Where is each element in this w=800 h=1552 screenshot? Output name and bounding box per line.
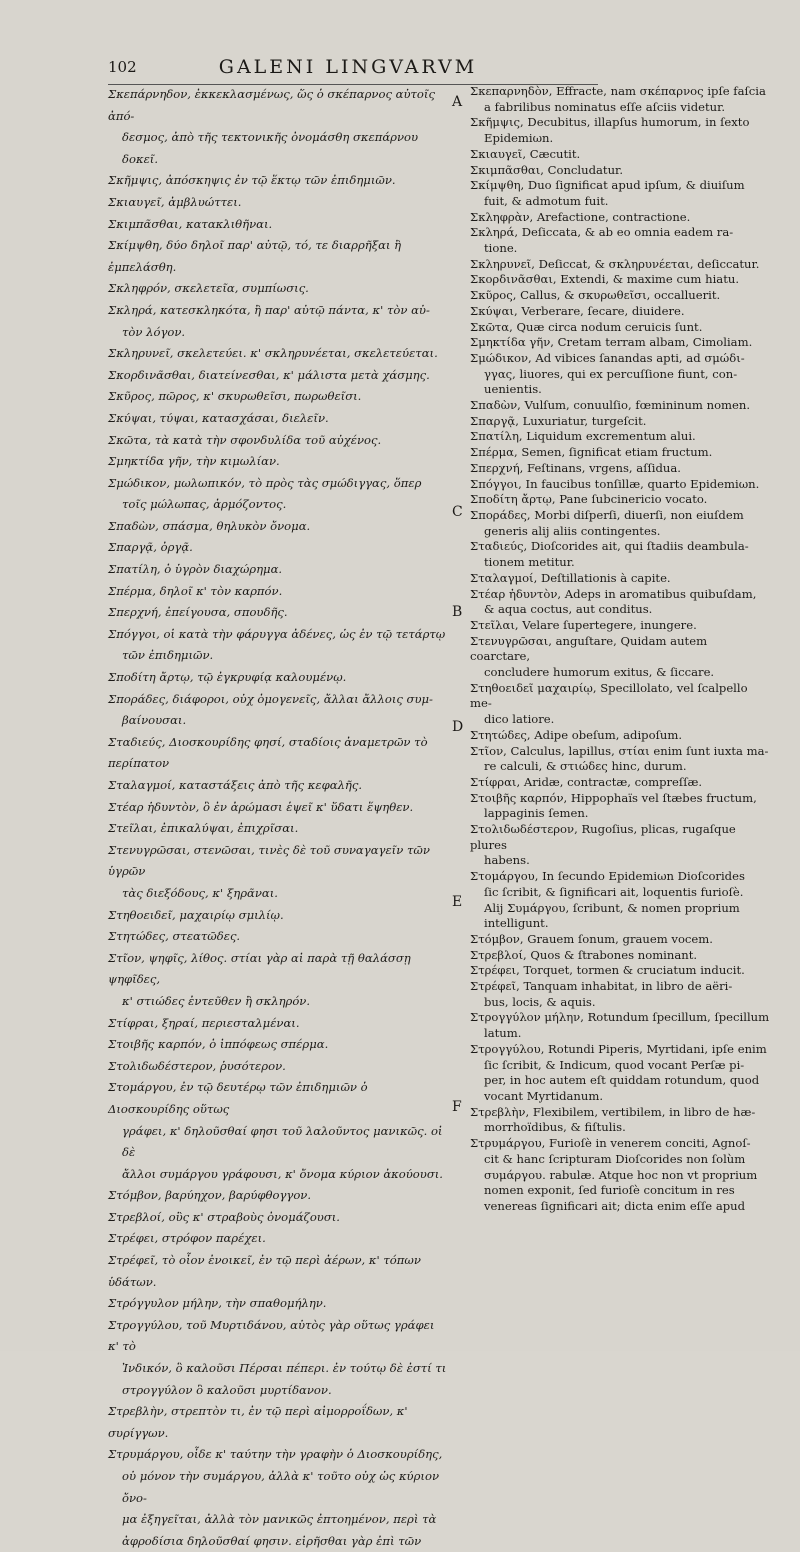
latin-entry	[470, 932, 770, 948]
greek-entry	[108, 667, 448, 689]
latin-line: Alij Συμάργου, ſcribunt, & nomen proprium	[484, 900, 740, 915]
latin-line: Σπόγγοι, In faucibus tonſillæ, quarto Epidemiωn.	[470, 476, 760, 491]
greek-line: Σκορδινᾶσθαι, διατείνεσθαι, κ' μάλιστα μετὰ χάσμης.	[108, 367, 430, 382]
latin-line: Σκῶτα, Quæ circa nodum ceruicis ſunt.	[470, 319, 703, 334]
latin-line: Στρεβλὴν, Flexibilem, vertibilem, in libro de hæ-	[470, 1104, 756, 1119]
latin-entry	[470, 335, 770, 351]
latin-entry	[470, 115, 770, 146]
latin-entry	[470, 147, 770, 163]
latin-entry	[470, 429, 770, 445]
latin-entry	[470, 791, 770, 822]
latin-line: συμάργου. rabulæ. Atque hoc non vt proprium	[484, 1167, 758, 1182]
greek-entry	[108, 818, 448, 840]
greek-entry	[108, 473, 448, 516]
latin-line: ſic ſcribit, & ſignificari ait, loquentis furioſè.	[484, 884, 744, 899]
greek-entry	[108, 905, 448, 927]
greek-entry	[108, 408, 448, 430]
latin-line: re calculi, & στιώδες hinc, durum.	[484, 759, 687, 774]
latin-line: lappaginis ſemen.	[484, 806, 589, 821]
greek-line: Στενυγρῶσαι, στενῶσαι, τινὲς δὲ τοῦ συναγαγεῖν τῶν ὑγρῶν	[108, 842, 430, 879]
latin-entry	[470, 618, 770, 634]
latin-line: Σκύψαι, Verberare, ſecare, diuidere.	[470, 303, 685, 318]
greek-line: Σκύψαι, τύψαι, κατασχάσαι, διελεῖν.	[108, 410, 329, 425]
latin-line: Στενυγρῶσαι, anguſtare, Quidam autem coarctare,	[470, 633, 708, 664]
greek-entry	[108, 1444, 448, 1552]
latin-line: Σκίμψθη, Duo ſignificat apud ipſum, & diuiſum	[470, 178, 745, 193]
latin-line: Στρέφει, Torquet, tormen & cruciatum inducit.	[470, 963, 745, 978]
latin-entry	[470, 775, 770, 791]
greek-entry	[108, 235, 448, 278]
greek-line: Στρόγγυλον μήλην, τὴν σπαθομήλην.	[108, 1296, 327, 1311]
greek-line: Σκιμπᾶσθαι, κατακλιθῆναι.	[108, 216, 273, 231]
greek-line: Σκληφρόν, σκελετεῖα, συμπίωσις.	[108, 281, 309, 296]
latin-line: Σπερχνή, Feſtinans, vrgens, aſſidua.	[470, 460, 681, 475]
greek-line: Στητώδες, στεατῶδες.	[108, 929, 241, 944]
greek-line: Σκῶτα, τὰ κατὰ τὴν σφονδυλίδα τοῦ αὐχένος.	[108, 432, 382, 447]
page-header	[108, 58, 588, 82]
latin-line: Στρογγύλου, Rotundi Piperis, Myrtidani, ipſe enim	[470, 1041, 767, 1056]
latin-entry	[470, 571, 770, 587]
latin-column	[470, 84, 770, 1215]
greek-line: Σταδιεύς, Διοσκουρίδης φησί, σταδίοις ἀναμετρῶν τὸ περίπατον	[108, 734, 428, 771]
latin-entry	[470, 414, 770, 430]
greek-entry	[108, 732, 448, 775]
greek-line: Σπαδὼν, σπάσμα, θηλυκὸν ὄνομα.	[108, 518, 311, 533]
greek-entry	[108, 1013, 448, 1035]
latin-line: habens.	[484, 853, 530, 868]
latin-line: Σκεπαρνηδὸν, Effracte, nam σκέπαρνος ipſe faſcia	[470, 84, 766, 98]
latin-line: Σκορδινᾶσθαι, Extendi, & maxime cum hiatu.	[470, 272, 740, 287]
latin-line: a fabrilibus nominatus eſſe aſciis videtur.	[484, 99, 726, 114]
latin-entry	[470, 1042, 770, 1105]
latin-line: dico latiore.	[484, 712, 555, 727]
latin-line: Σκιαυγεῖ, Cæcutit.	[470, 146, 581, 161]
greek-entry	[108, 365, 448, 387]
greek-entry	[108, 192, 448, 214]
greek-entry	[108, 386, 448, 408]
latin-line: uenientis.	[484, 382, 542, 397]
latin-entry	[470, 979, 770, 1010]
greek-line: Σκῆμψις, ἀπόσκηψις ἐν τῷ ἕκτῳ τῶν ἐπιδημιῶν.	[108, 173, 396, 188]
latin-entry	[470, 539, 770, 570]
latin-entry	[470, 1105, 770, 1136]
greek-line: Σκληρά, κατεσκληκότα, ἢ παρ' αὐτῷ πάντα, κ' τὸν αὐ-	[108, 302, 430, 317]
greek-entry	[108, 278, 448, 300]
latin-entry	[470, 210, 770, 226]
latin-line: latum.	[484, 1026, 522, 1041]
latin-line: venereas ſignificari ait; dicta enim eſſe apud	[484, 1198, 746, 1213]
greek-entry	[108, 516, 448, 538]
latin-entry	[470, 1010, 770, 1041]
latin-line: intelligunt.	[484, 916, 549, 931]
latin-line: fuit, & admotum fuit.	[484, 193, 609, 208]
latin-line: Σκιμπᾶσθαι, Concludatur.	[470, 162, 624, 177]
greek-entry	[108, 451, 448, 473]
latin-line: Στῖον, Calculus, lapillus, στίαι enim ſunt iuxta ma-	[470, 743, 769, 758]
greek-line: ἄλλοι συμάργου γράφουσι, κ' ὄνομα κύριον ἀκούουσι.	[122, 1166, 443, 1181]
margin-letter: B	[452, 604, 463, 620]
running-title: GALENI LINGVARVM	[218, 56, 478, 78]
greek-entry	[108, 1401, 448, 1444]
greek-line: Στίφραι, ξηραί, περιεσταλμέναι.	[108, 1015, 300, 1030]
latin-line: Σπατίλη, Liquidum excrementum alui.	[470, 429, 696, 444]
greek-line: κ' στιώδες ἐντεῦθεν ἢ σκληρόν.	[122, 993, 311, 1008]
latin-entry	[470, 257, 770, 273]
latin-line: Στητώδες, Adipe obeſum, adipoſum.	[470, 727, 683, 742]
latin-entry	[470, 508, 770, 539]
greek-line: Σμώδικον, μωλωπικόν, τὸ πρὸς τὰς σμώδιγγας, ὅπερ	[108, 475, 422, 490]
latin-entry	[470, 304, 770, 320]
greek-entry	[108, 624, 448, 667]
latin-entry	[470, 963, 770, 979]
latin-line: bus, locis, & aquis.	[484, 994, 596, 1009]
latin-entry	[470, 163, 770, 179]
latin-entry	[470, 445, 770, 461]
latin-line: Σμώδικον, Ad vibices ſanandas apti, ad σμώδι-	[470, 350, 745, 365]
latin-line: Στηθοειδεῖ μαχαιρίῳ, Specillolato, vel ſcalpello me-	[470, 680, 748, 711]
latin-line: nomen exponit, ſed furioſè concitum in res	[484, 1183, 735, 1198]
greek-line: Σποράδες, διάφοροι, οὐχ ὁμογενεῖς, ἄλλαι ἄλλοις συμ-	[108, 691, 433, 706]
greek-line: Στοιβῆς καρπόν, ὁ ἱππόφεως σπέρμα.	[108, 1037, 329, 1052]
greek-line: τῶν ἐπιδημιῶν.	[122, 648, 214, 663]
greek-entry	[108, 1250, 448, 1293]
greek-entry	[108, 170, 448, 192]
latin-entry	[470, 225, 770, 256]
latin-entry	[470, 178, 770, 209]
greek-line: Στρυμάργου, οἶδε κ' ταύτην τὴν γραφὴν ὁ Διοσκουρίδης,	[108, 1447, 443, 1462]
greek-entry	[108, 1077, 448, 1185]
latin-entry	[470, 948, 770, 964]
latin-entry	[470, 681, 770, 728]
latin-line: vocant Myrtidanum.	[484, 1089, 604, 1103]
latin-line: Σκληρυνεῖ, Deſiccat, & σκληρυνέεται, deſiccatur.	[470, 256, 760, 271]
greek-line: Στολιδωδέστερον, ῥυσότερον.	[108, 1058, 286, 1073]
latin-line: Στολιδωδέστερον, Rugoſius, plicas, rugaſque plures	[470, 822, 736, 852]
latin-line: Στρέφεῖ, Tanquam inhabitat, in libro de aëri-	[470, 979, 733, 994]
latin-line: Σταδιεύς, Dioſcorides ait, qui ſtadiis deambula-	[470, 539, 749, 554]
latin-line: per, in hoc autem eſt quiddam rotundum, quod	[484, 1073, 760, 1088]
greek-entry	[108, 948, 448, 1013]
greek-line: Σκιαυγεῖ, ἀμβλυώττει.	[108, 194, 242, 209]
margin-letter: E	[452, 894, 463, 910]
greek-line: Στομάργου, ἐν τῷ δευτέρῳ τῶν ἐπιδημιῶν ὁ Διοσκουρίδης οὕτως	[108, 1080, 368, 1116]
greek-line: Σπέρμα, δηλοῖ κ' τὸν καρπόν.	[108, 583, 283, 598]
greek-line: Σκληρυνεῖ, σκελετεύει. κ' σκληρυνέεται, σκελετεύεται.	[108, 346, 438, 361]
latin-line: Σκληρά, Deſiccata, & ab eo omnia eadem ra-	[470, 225, 734, 240]
greek-entry	[108, 1228, 448, 1250]
greek-column	[108, 84, 448, 1552]
greek-entry	[108, 1056, 448, 1078]
latin-line: ſic ſcribit, & Indicum, quod vocant Perſæ pi-	[484, 1057, 745, 1072]
greek-line: Στεῖλαι, ἐπικαλύψαι, ἐπιχρῖσαι.	[108, 821, 299, 836]
greek-line: Στρέφεῖ, τὸ οἷον ἐνοικεῖ, ἐν τῷ περὶ ἀέρων, κ' τόπων ὑδάτων.	[108, 1253, 421, 1289]
greek-line: τοῖς μώλωπας, ἁρμόζοντος.	[122, 497, 287, 512]
greek-entry	[108, 537, 448, 559]
latin-line: Στρεβλοί, Quos & ſtrabones nominant.	[470, 947, 698, 962]
greek-entry	[108, 214, 448, 236]
latin-line: Σποράδες, Morbi diſperſi, diuerſi, non eiuſdem	[470, 507, 744, 522]
greek-line: Στρέφει, στρόφον παρέχει.	[108, 1231, 266, 1246]
greek-line: οὐ μόνον τὴν συμάργου, ἀλλὰ κ' τοῦτο οὐχ ὡς κύριον ὄνο-	[122, 1469, 439, 1505]
latin-line: concludere humorum exitus, & ſiccare.	[484, 665, 715, 680]
greek-entry	[108, 559, 448, 581]
latin-entry	[470, 84, 770, 115]
greek-entry	[108, 300, 448, 343]
greek-line: Στέαρ ἡδυντὸν, ὃ ἐν ἀρώμασι ἑψεῖ κ' ὕδατι ἕψηθεν.	[108, 799, 414, 814]
latin-line: Σμηκτίδα γῆν, Cretam terram albam, Cimoliam.	[470, 335, 753, 350]
greek-line: Σπαργᾷ, ὀργᾷ.	[108, 540, 193, 555]
latin-line: Epidemiωn.	[484, 131, 554, 146]
latin-entry	[470, 587, 770, 618]
greek-line: Σπόγγοι, οἱ κατὰ τὴν φάρυγγα ἀδένες, ὡς ἐν τῷ τετάρτῳ	[108, 626, 446, 641]
latin-entry	[470, 351, 770, 398]
latin-line: morrhoïdibus, & fiſtulis.	[484, 1120, 626, 1135]
latin-entry	[470, 728, 770, 744]
latin-line: Στεῖλαι, Velare ſupertegere, inungere.	[470, 617, 697, 632]
greek-line: τὸν λόγον.	[122, 324, 186, 339]
latin-line: Σκῆμψις, Decubitus, illapſus humorum, in ſexto	[470, 115, 750, 130]
greek-entry	[108, 926, 448, 948]
latin-entry	[470, 869, 770, 932]
greek-line: στρογγύλον ὃ καλοῦσι μυρτίδανον.	[122, 1382, 332, 1397]
latin-entry	[470, 398, 770, 414]
greek-line: Σποδίτη ἄρτῳ, τῷ ἐγκρυφίᾳ καλουμένῳ.	[108, 670, 347, 685]
latin-entry	[470, 320, 770, 336]
latin-line: Στρογγύλον μήλην, Rotundum ſpecillum, ſpecillum	[470, 1010, 770, 1025]
latin-entry	[470, 634, 770, 681]
greek-entry	[108, 1207, 448, 1229]
latin-line: Σταλαγμοί, Deſtillationis à capite.	[470, 570, 671, 585]
greek-line: Σμηκτίδα γῆν, τὴν κιμωλίαν.	[108, 454, 280, 469]
greek-entry	[108, 343, 448, 365]
greek-line: Σπερχνή, ἐπείγουσα, σπουδῆς.	[108, 605, 288, 620]
latin-line: Στρυμάργου, Furioſè in venerem conciti, Agnoſ-	[470, 1136, 751, 1151]
margin-letter: D	[452, 719, 464, 735]
greek-entry	[108, 1034, 448, 1056]
greek-line: ἀφροδίσια δηλοῦσθαί φησιν. εἰρῆσθαι γὰρ ἐπὶ τῶν	[122, 1533, 422, 1548]
margin-letter: F	[452, 1099, 462, 1115]
greek-line: Σκεπάρνηδον, ἐκκεκλασμένως, ὥς ὁ σκέπαρνος αὐτοῖς ἀπό-	[108, 87, 435, 123]
latin-entry	[470, 288, 770, 304]
latin-line: tione.	[484, 241, 518, 256]
greek-line: μα ἐξηγεῖται, ἀλλὰ τὸν μανικῶς ἐπτοημένον, περὶ τὰ	[122, 1512, 437, 1527]
greek-entry	[108, 581, 448, 603]
latin-line: Στίφραι, Aridæ, contractæ, compreſſæ.	[470, 774, 703, 789]
latin-line: Σπαργᾷ, Luxuriatur, turgeſcit.	[470, 413, 647, 428]
greek-line: Στηθοειδεῖ, μαχαιρίῳ σμιλίῳ.	[108, 907, 284, 922]
latin-entry	[470, 1136, 770, 1215]
greek-line: δεσμος, ἀπὸ τῆς τεκτονικῆς ὀνομάσθη σκεπάρνου δοκεῖ.	[122, 130, 419, 166]
greek-line: τὰς διεξόδους, κ' ξηρᾶναι.	[122, 885, 278, 900]
greek-entry	[108, 775, 448, 797]
greek-line: βαίνουσαι.	[122, 713, 187, 728]
greek-line: Ἰνδικόν, ὃ καλοῦσι Πέρσαι πέπερι. ἐν τούτῳ δὲ ἐστί τι	[122, 1361, 447, 1376]
greek-line: Στρογγύλου, τοῦ Μυρτιδάνου, αὐτὸς γὰρ οὕτως γράφει κ' τὸ	[108, 1317, 435, 1354]
latin-line: Στόμβον, Grauem ſonum, grauem vocem.	[470, 931, 713, 946]
greek-entry	[108, 1315, 448, 1401]
latin-entry	[470, 461, 770, 477]
greek-line: Στόμβον, βαρύηχον, βαρύφθογγον.	[108, 1188, 312, 1203]
latin-line: Στοιβῆς καρπόν, Hippophaïs vel ſtæbes fructum,	[470, 790, 757, 805]
latin-line: & aqua coctus, aut conditus.	[484, 602, 653, 617]
greek-line: Στῖον, ψηφῖς, λίθος. στίαι γὰρ αἱ παρὰ τῇ θαλάσσῃ ψηφῖδες,	[108, 950, 411, 987]
greek-entry	[108, 430, 448, 452]
greek-entry	[108, 797, 448, 819]
greek-line: Σπατίλη, ὁ ὑγρὸν διαχώρημα.	[108, 562, 283, 577]
greek-line: Στρεβλοί, οὓς κ' στραβοὺς ὀνομάζουσι.	[108, 1209, 340, 1224]
latin-entry	[470, 822, 770, 869]
latin-line: Σκῦρος, Callus, & σκυρωθεῖσι, occalluerit.	[470, 288, 721, 303]
latin-line: Σπαδὼν, Vulſum, conuulſio, fœmininum nomen.	[470, 398, 751, 413]
page-number: 102	[108, 58, 137, 76]
greek-entry	[108, 840, 448, 905]
latin-line: Στομάργου, In ſecundo Epidemiωn Dioſcorides	[470, 869, 745, 884]
greek-entry	[108, 689, 448, 732]
greek-entry	[108, 84, 448, 170]
greek-entry	[108, 1293, 448, 1315]
latin-line: Σκληφρὰν, Arefactione, contractione.	[470, 209, 691, 224]
margin-letter: A	[452, 94, 463, 110]
greek-line: Σκῦρος, πῶρος, κ' σκυρωθεῖσι, πωρωθεῖσι.	[108, 389, 362, 404]
latin-entry	[470, 272, 770, 288]
greek-line: Σταλαγμοί, καταστάξεις ἀπὸ τῆς κεφαλῆς.	[108, 778, 363, 792]
latin-line: γγας, liuores, qui ex percuſſione fiunt, con-	[484, 366, 738, 381]
greek-line: γράφει, κ' δηλοῦσθαί φησι τοῦ λαλοῦντος μανικῶς. οἱ δὲ	[122, 1123, 443, 1160]
latin-entry	[470, 492, 770, 508]
latin-entry	[470, 744, 770, 775]
latin-line: generis alij aliis contingentes.	[484, 523, 661, 538]
latin-line: Σποδίτη ἄρτῳ, Pane ſubcinericio vocato.	[470, 492, 708, 507]
latin-line: tionem metitur.	[484, 555, 575, 570]
latin-line: Σπέρμα, Semen, ſignificat etiam fructum.	[470, 445, 713, 460]
latin-entry	[470, 477, 770, 493]
margin-letter: C	[452, 504, 463, 520]
greek-entry	[108, 1185, 448, 1207]
greek-line: Σκίμψθη, δύο δηλοῖ παρ' αὐτῷ, τό, τε διαρρῆξαι ἢ ἐμπελάσθη.	[108, 238, 402, 274]
greek-line: Στρεβλὴν, στρεπτὸν τι, ἐν τῷ περὶ αἱμορροΐδων, κ' συρίγγων.	[108, 1404, 408, 1440]
latin-line: Στέαρ ἡδυντὸν, Adeps in aromatibus quibuſdam,	[470, 586, 757, 601]
latin-line: cit & hanc ſcripturam Dioſcorides non ſolùm	[484, 1151, 746, 1166]
greek-entry	[108, 602, 448, 624]
